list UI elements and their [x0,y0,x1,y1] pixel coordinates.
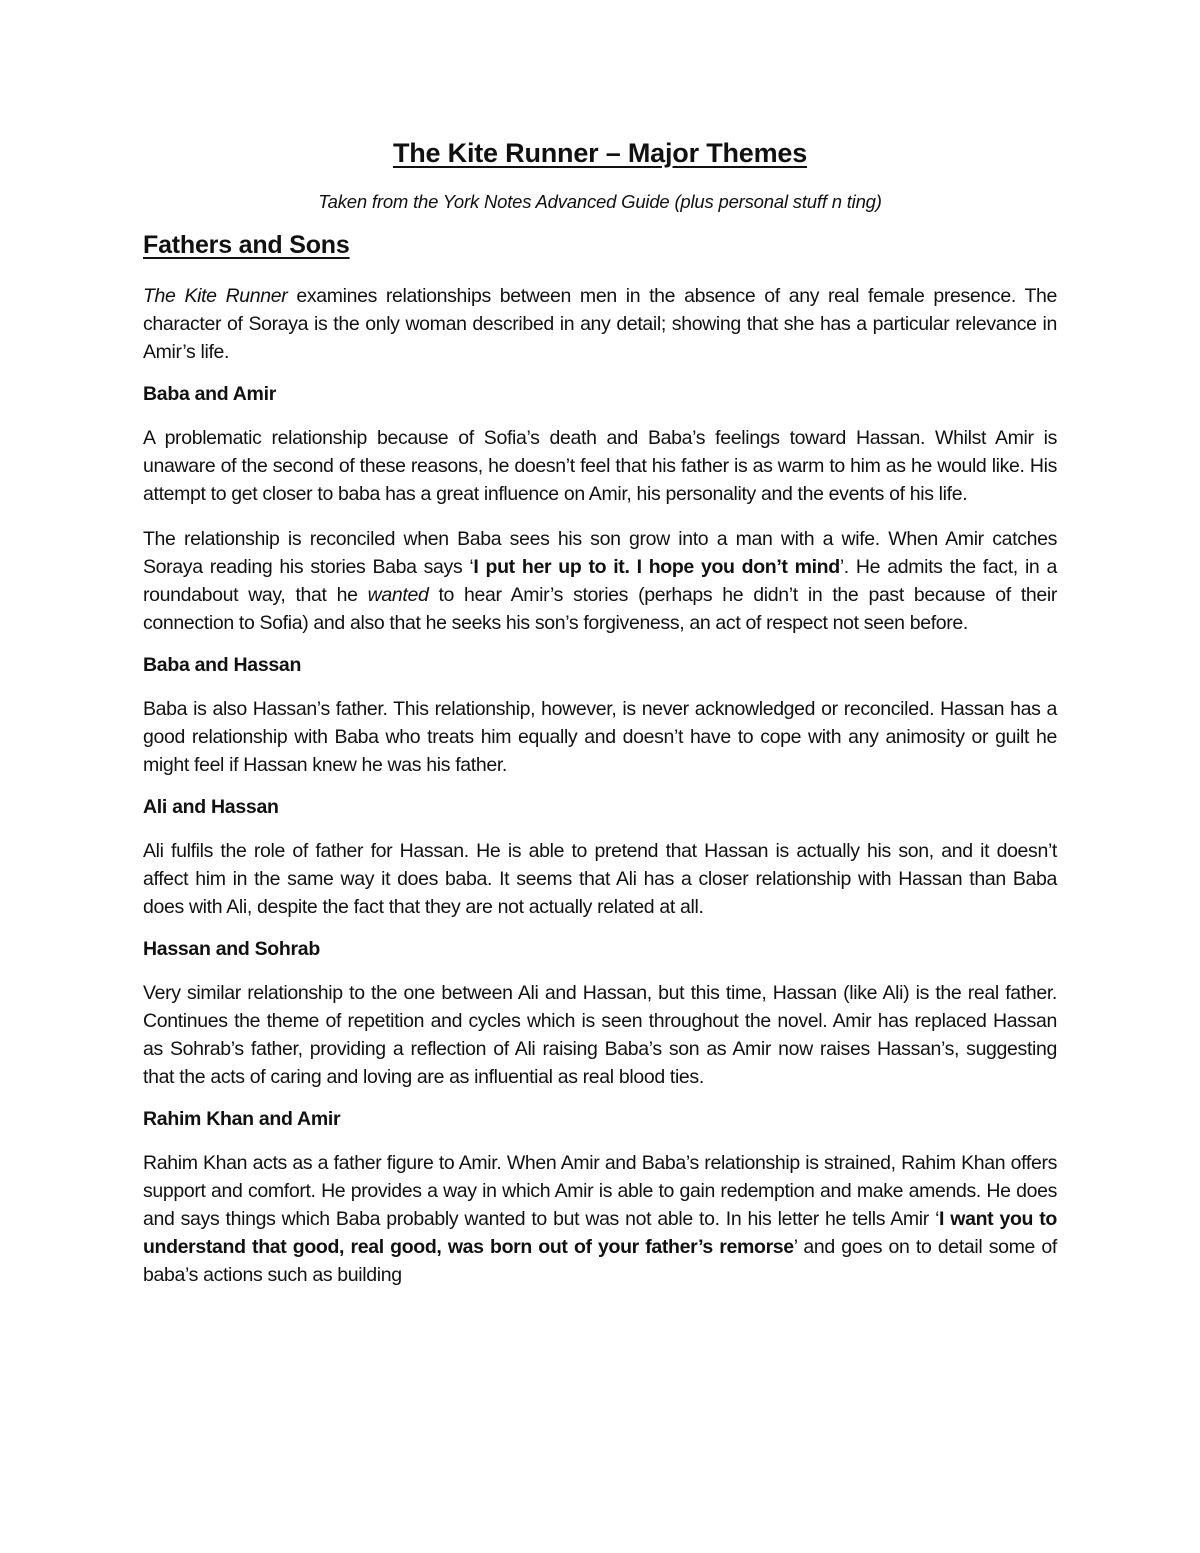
paragraph-baba-amir-1: A problematic relationship because of Sofia’s death and Baba’s feelings toward Hassan. Whilst Amir is unaware of the second of these reasons, he doesn’t feel that his father is as warm to him as he would like. His attempt to get closer to baba has a great influence on Amir, his personality and the events of his life. [143,427,1057,505]
paragraph-hassan-sohrab: Very similar relationship to the one between Ali and Hassan, but this time, Hassan (like Ali) is the real father. Continues the theme of repetition and cycles which is seen throughout the novel. Amir has replaced Hassan as Sohrab’s father, providing a reflection of Ali raising Baba’s son as Amir now raises Hassan’s, suggesting that the acts of caring and loving are as influential as real blood ties. [143,982,1057,1088]
intro-text: examines relationships between men in the absence of any real female presence. The character of Soraya is the only woman described in any detail; showing that she has a particular relevance in Amir’s life. [143,285,1057,363]
paragraph-baba-amir-2 [143,525,1057,637]
paragraph-text: ’ and goes on to detail some of baba’s actions such as building [143,1236,1057,1286]
document-subtitle: Taken from the York Notes Advanced Guide (plus personal stuff n ting) [318,191,882,212]
bold-quote: I want you to understand that good, real good, was born out of your father’s remorse [143,1208,1057,1258]
paragraph-text: to hear Amir’s stories (perhaps he didn’t in the past because of their connection to Sofia) and also that he seeks his son’s forgiveness, an act of respect not seen before. [143,584,1058,634]
intro-paragraph [143,282,1057,366]
italic-word: wanted [367,584,429,606]
paragraph-text: The relationship is reconciled when Baba sees his son grow into a man with a wife. When Amir catches Soraya reading his stories Baba says ‘ [143,528,1057,578]
paragraph-baba-hassan: Baba is also Hassan’s father. This relationship, however, is never acknowledged or reconciled. Hassan has a good relationship with Baba who treats him equally and doesn’t have to cope with any animosity or guilt he might feel if Hassan knew he was his father. [143,698,1057,776]
bold-quote: I put her up to it. I hope you don’t mind [473,556,840,578]
section-heading: Fathers and Sons [143,231,350,259]
paragraph-text: Rahim Khan acts as a father figure to Amir. When Amir and Baba’s relationship is strained, Rahim Khan offers support and comfort. He provides a way in which Amir is able to gain redemption and make amends. He does and says things which Baba probably wanted to but was not able to. In his letter he tells Amir ‘ [143,1152,1057,1230]
paragraph-text: ’. He admits the fact, in a roundabout way, that he [143,556,1057,606]
subheading-ali-hassan: Ali and Hassan [143,796,279,818]
subheading-hassan-sohrab: Hassan and Sohrab [143,938,320,960]
subheading-baba-amir: Baba and Amir [143,383,276,405]
paragraph-ali-hassan: Ali fulfils the role of father for Hassan. He is able to pretend that Hassan is actually his son, and it doesn’t affect him in the same way it does baba. It seems that Ali has a closer relationship with Hassan than Baba does with Ali, despite the fact that they are not actually related at all. [143,840,1057,918]
book-title-italic: The Kite Runner [143,285,288,307]
paragraph-rahim-khan-amir [143,1149,1057,1289]
document-title: The Kite Runner – Major Themes [392,138,808,168]
subheading-baba-hassan: Baba and Hassan [143,654,302,676]
subheading-rahim-khan-amir: Rahim Khan and Amir [143,1108,341,1130]
